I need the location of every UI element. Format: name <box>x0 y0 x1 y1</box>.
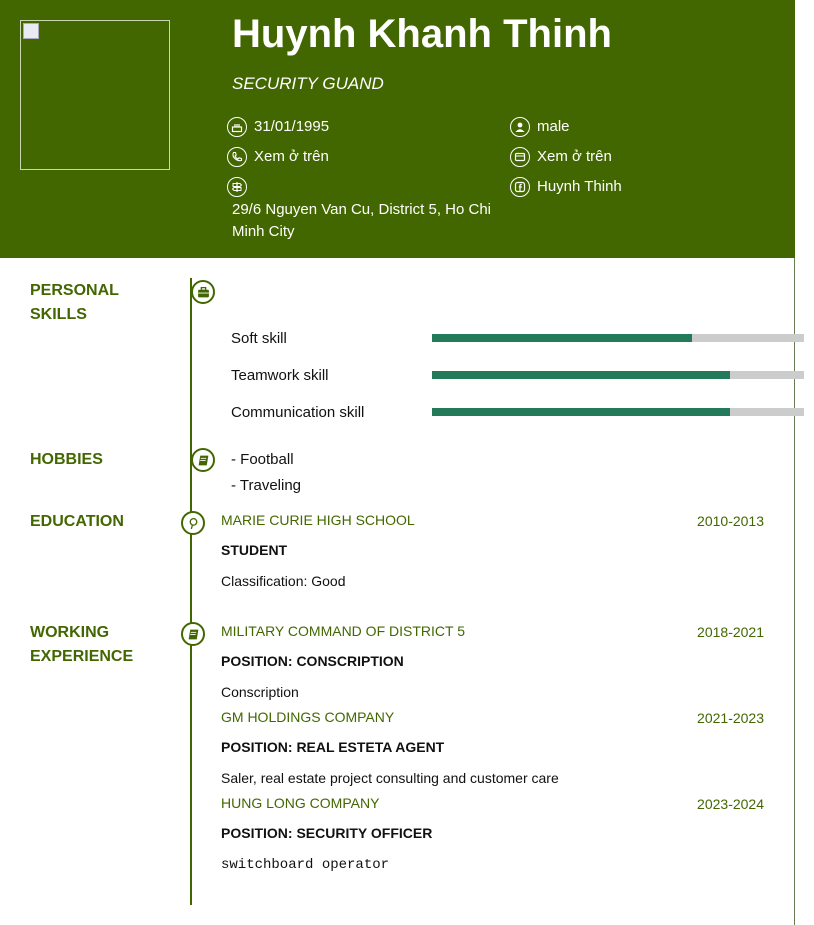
job-title: SECURITY GUAND <box>232 74 384 93</box>
mail-icon <box>510 147 530 167</box>
header <box>0 0 795 258</box>
job-period: 2023-2024 <box>697 796 764 812</box>
company-name: HUNG LONG COMPANY <box>221 795 380 811</box>
briefcase-icon <box>191 280 215 304</box>
education-period: 2010-2013 <box>697 513 764 529</box>
skill-bar-fill <box>432 408 730 416</box>
gender-text: male <box>537 118 570 135</box>
birthday-text: 31/01/1995 <box>254 118 330 135</box>
lightbulb-icon <box>181 511 205 535</box>
school-name: MARIE CURIE HIGH SCHOOL <box>221 512 415 528</box>
company-name: MILITARY COMMAND OF DISTRICT 5 <box>221 623 465 639</box>
section-title-hobbies: HOBBIES <box>30 451 103 468</box>
phone-icon <box>227 147 247 167</box>
education-note: Classification: Good <box>221 573 346 589</box>
right-divider <box>794 258 795 925</box>
section-title-education: EDUCATION <box>30 513 124 530</box>
job-position: POSITION: SECURITY OFFICER <box>221 825 433 841</box>
phone-text: Xem ở trên <box>254 148 329 165</box>
book-icon <box>191 448 215 472</box>
skill-bar-track <box>432 408 804 416</box>
section-title-skills: PERSONAL SKILLS <box>30 282 119 323</box>
skill-label: Teamwork skill <box>231 367 329 384</box>
job-position: POSITION: REAL ESTETA AGENT <box>221 739 445 755</box>
broken-image-icon <box>23 23 39 39</box>
job-period: 2021-2023 <box>697 710 764 726</box>
hobby-item: - Football <box>231 451 294 468</box>
company-name: GM HOLDINGS COMPANY <box>221 709 395 725</box>
job-description: Conscription <box>221 684 299 700</box>
section-title-experience: WORKING EXPERIENCE <box>30 624 134 665</box>
job-description: Saler, real estate project consulting and customer care <box>221 770 559 786</box>
job-period: 2018-2021 <box>697 624 764 640</box>
user-icon <box>510 117 530 137</box>
job-description: switchboard operator <box>221 857 390 873</box>
facebook-icon <box>510 177 530 197</box>
job-position: POSITION: CONSCRIPTION <box>221 653 404 669</box>
skill-bar-track <box>432 334 804 342</box>
skill-bar-fill <box>432 371 730 379</box>
book-icon <box>181 622 205 646</box>
education-role: STUDENT <box>221 542 288 558</box>
skill-bar-track <box>432 371 804 379</box>
skill-bar-fill <box>432 334 692 342</box>
skill-label: Communication skill <box>231 404 365 421</box>
hobby-item: - Traveling <box>231 477 302 494</box>
cake-icon <box>227 117 247 137</box>
timeline-line <box>190 278 192 905</box>
profile-photo <box>20 20 170 170</box>
facebook-text: Huynh Thinh <box>537 178 622 195</box>
address-text: 29/6 Nguyen Van Cu, District 5, Ho Chi Minh City <box>232 201 492 240</box>
signpost-icon <box>227 177 247 197</box>
candidate-name: Huynh Khanh Thinh <box>232 12 612 56</box>
email-text: Xem ở trên <box>537 148 612 165</box>
skill-label: Soft skill <box>231 330 287 347</box>
